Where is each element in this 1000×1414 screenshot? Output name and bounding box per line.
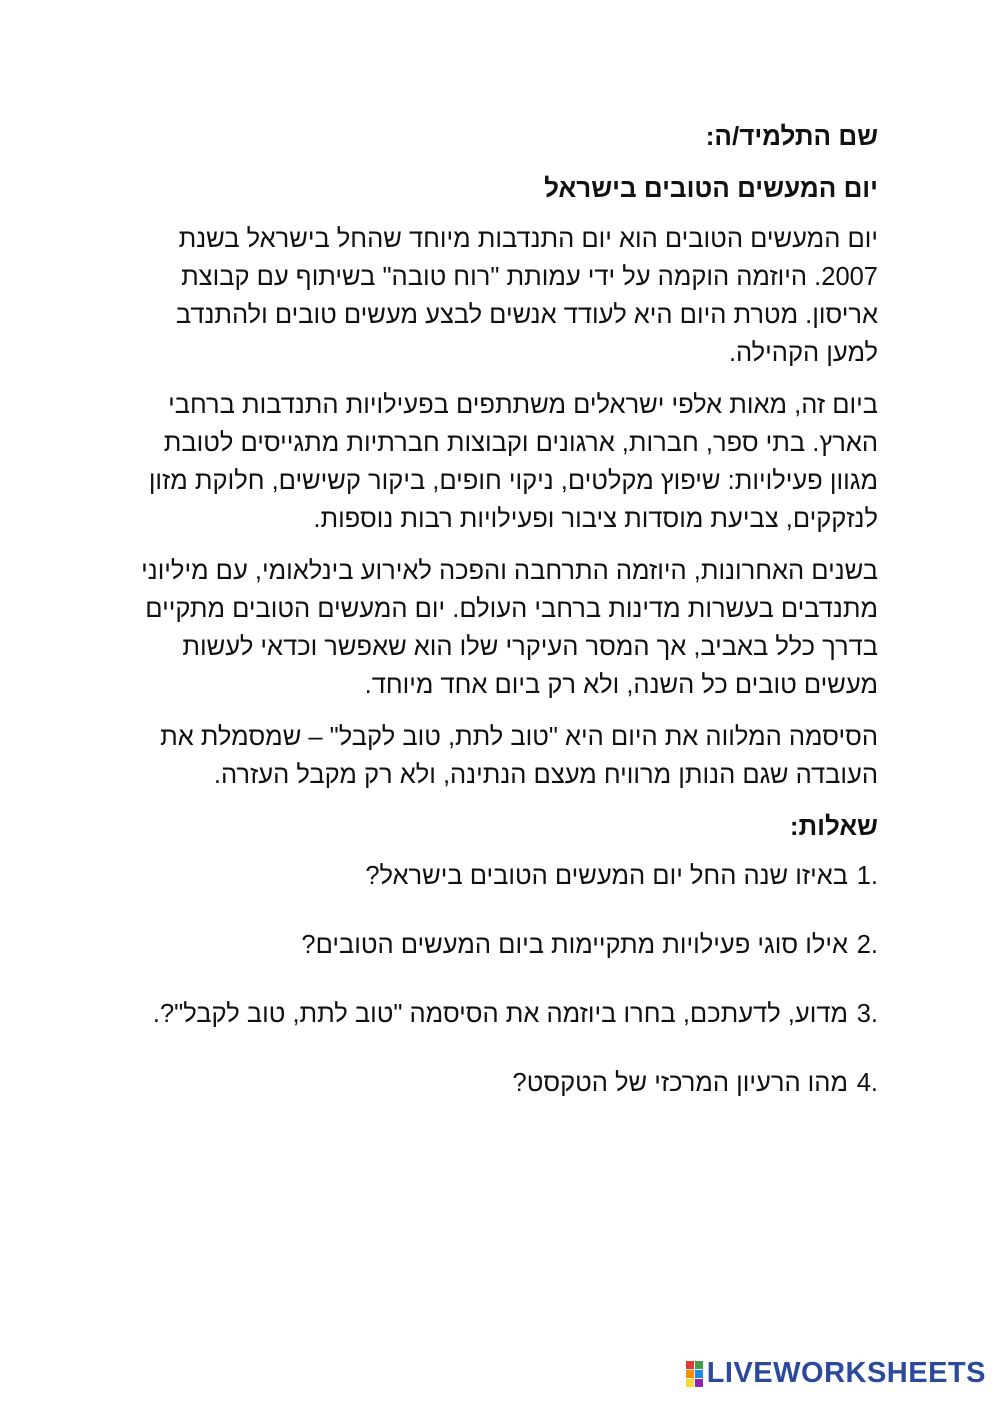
questions-list <box>118 858 878 1101</box>
logo-block <box>686 1361 694 1369</box>
question-text: מהו הרעיון המרכזי של הטקסט? <box>512 1069 848 1097</box>
logo-block <box>695 1379 703 1387</box>
paragraph-3: בשנים האחרונות, היוזמה התרחבה והפכה לאירוע בינלאומי, עם מיליוני מתנדבים בעשרות מדינות ברחבי העולם. יום המעשים הטובים מתקיים בדרך כלל באביב, אך המסר העיקרי שלו הוא שאפשר וכדאי לעשות מעשים טובים כל השנה, ולא רק ביום אחד מיוחד. <box>141 557 878 699</box>
paragraph-4: הסיסמה המלווה את היום היא "טוב לתת, טוב לקבל" – שמסמלת את העובדה שגם הנותן מרוויח מעצם הנתינה, ולא רק מקבל העזרה. <box>160 723 878 789</box>
question-item-1 <box>118 858 878 894</box>
question-text: מדוע, לדעתכם, בחרו ביוזמה את הסיסמה "טוב לתת, טוב לקבל"?. <box>152 1000 848 1028</box>
logo-block <box>695 1370 703 1378</box>
liveworksheets-logo <box>686 1357 986 1390</box>
question-number: 4. <box>856 1069 878 1097</box>
question-text: באיזו שנה החל יום המעשים הטובים בישראל? <box>365 862 848 890</box>
paragraph-2: ביום זה, מאות אלפי ישראלים משתתפים בפעילויות התנדבות ברחבי הארץ. בתי ספר, חברות, ארגונים וקבוצות חברתיות מתגייסים לטובת מגוון פעילויות: שיפוץ מקלטים, ניקוי חופים, ביקור קשישים, חלוקת מזון לנזקקים, צביעת מוסדות ציבור ופעילויות רבות נוספות. <box>148 391 878 533</box>
logo-block <box>695 1361 703 1369</box>
logo-block <box>686 1379 694 1387</box>
worksheet-content <box>118 118 878 1134</box>
question-item-2 <box>118 927 878 963</box>
paragraph-1: יום המעשים הטובים הוא יום התנדבות מיוחד שהחל בישראל בשנת 2007. היוזמה הוקמה על ידי עמותת "רוח טובה" בשיתוף עם קבוצת אריסון. מטרת היום היא לעודד אנשים לבצע מעשים טובים ולהתנדב למען הקהילה. <box>175 225 878 367</box>
questions-heading: שאלות: <box>789 811 878 841</box>
liveworksheets-logo-icon <box>686 1361 703 1387</box>
question-number: 1. <box>856 862 878 890</box>
question-item-3 <box>118 996 878 1032</box>
question-number: 2. <box>856 931 878 959</box>
student-name-label: שם התלמיד/ה: <box>705 121 878 151</box>
question-number: 3. <box>856 1000 878 1028</box>
worksheet-title: יום המעשים הטובים בישראל <box>544 173 878 203</box>
question-text: אילו סוגי פעילויות מתקיימות ביום המעשים הטובים? <box>301 931 848 959</box>
question-item-4 <box>118 1065 878 1101</box>
logo-text: LIVEWORKSHEETS <box>706 1357 986 1389</box>
logo-block <box>686 1370 694 1378</box>
